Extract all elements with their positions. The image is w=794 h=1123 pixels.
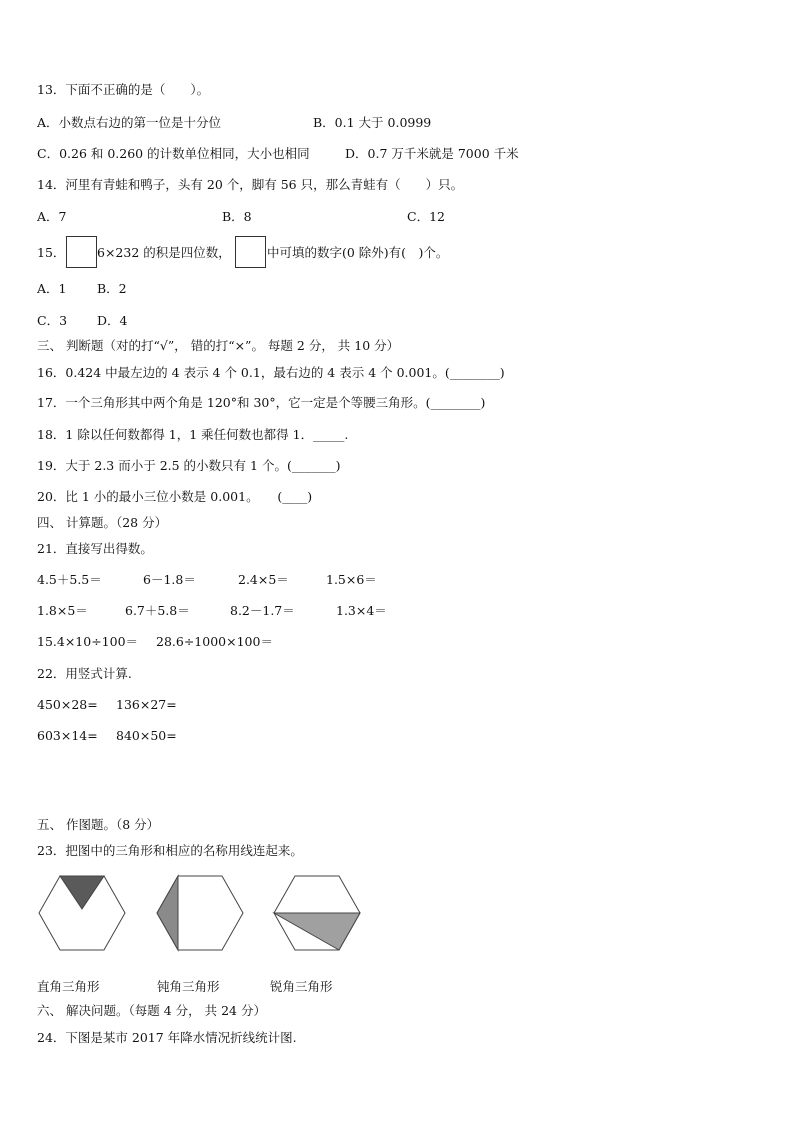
q23-stem: 23．把图中的三角形和相应的名称用线连起来。 — [37, 843, 303, 858]
q17: 17．一个三角形其中两个角是 120°和 30°，它一定是个等腰三角形。(________) — [37, 395, 486, 410]
q21-item: 1.3×4＝ — [336, 603, 387, 618]
hexagon-figure-1 — [38, 875, 126, 951]
q21-item: 15.4×10÷100＝ — [37, 634, 139, 649]
q21-stem: 21．直接写出得数。 — [37, 541, 153, 556]
q13-option-d: D．0.7 万千米就是 7000 千米 — [345, 146, 519, 161]
q21-item: 6.7＋5.8＝ — [125, 603, 190, 618]
q13-stem: 13．下面不正确的是（ ）。 — [37, 82, 210, 97]
hexagon-figure-2 — [156, 875, 244, 951]
q22-item: 136×27= — [116, 697, 177, 712]
q15-blank-box-2 — [235, 236, 266, 268]
q14-option-b: B．8 — [222, 209, 252, 224]
q15-text-mid: 6×232 的积是四位数， — [97, 245, 231, 260]
q14-option-c: C．12 — [407, 209, 445, 224]
q15-number: 15． — [37, 245, 66, 260]
triangle-label-right: 直角三角形 — [37, 979, 100, 994]
q13-option-c: C．0.26 和 0.260 的计数单位相同，大小也相同 — [37, 146, 310, 161]
q20: 20．比 1 小的最小三位小数是 0.001。 (____) — [37, 489, 313, 504]
q14-option-a: A．7 — [37, 209, 67, 224]
q21-item: 6－1.8＝ — [143, 572, 196, 587]
section-4-heading: 四、 计算题。（28 分） — [37, 515, 168, 530]
q14-stem: 14．河里有青蛙和鸭子，头有 20 个，脚有 56 只，那么青蛙有（ ）只。 — [37, 177, 464, 192]
q15-text-tail: 中可填的数字(0 除外)有( )个。 — [267, 245, 449, 260]
q13-option-b: B．0.1 大于 0.0999 — [313, 115, 432, 130]
q22-item: 450×28= — [37, 697, 98, 712]
q21-item: 28.6÷1000×100＝ — [156, 634, 273, 649]
section-5-heading: 五、 作图题。（8 分） — [37, 817, 160, 832]
q21-item: 8.2－1.7＝ — [230, 603, 295, 618]
q13-option-a: A．小数点右边的第一位是十分位 — [37, 115, 222, 130]
obtuse-triangle-shaded — [157, 876, 178, 950]
q18: 18．1 除以任何数都得 1，1 乘任何数也都得 1．_____. — [37, 427, 349, 442]
q15-option-a: A．1 — [37, 281, 67, 296]
q15-blank-box-1 — [66, 236, 97, 268]
q19: 19．大于 2.3 而小于 2.5 的小数只有 1 个。(_______) — [37, 458, 341, 473]
section-3-heading: 三、 判断题（对的打“√”， 错的打“×”。 每题 2 分， 共 10 分） — [37, 338, 400, 353]
triangle-label-obtuse: 钝角三角形 — [157, 979, 220, 994]
q16: 16．0.424 中最左边的 4 表示 4 个 0.1，最右边的 4 表示 4 个 0.001。(________) — [37, 365, 505, 380]
q24-stem: 24．下图是某市 2017 年降水情况折线统计图. — [37, 1030, 297, 1045]
triangle-label-acute: 锐角三角形 — [270, 979, 333, 994]
hexagon-figure-3 — [273, 875, 361, 951]
q21-item: 1.5×6＝ — [326, 572, 377, 587]
q21-item: 2.4×5＝ — [238, 572, 289, 587]
q21-item: 1.8×5＝ — [37, 603, 88, 618]
q15-option-d: D．4 — [97, 313, 128, 328]
q15-option-c: C．3 — [37, 313, 68, 328]
q22-item: 840×50= — [116, 728, 177, 743]
section-6-heading: 六、 解决问题。（每题 4 分， 共 24 分） — [37, 1003, 266, 1018]
q22-stem: 22．用竖式计算. — [37, 666, 132, 681]
q15-option-b: B．2 — [97, 281, 127, 296]
q22-item: 603×14= — [37, 728, 98, 743]
q21-item: 4.5＋5.5＝ — [37, 572, 102, 587]
